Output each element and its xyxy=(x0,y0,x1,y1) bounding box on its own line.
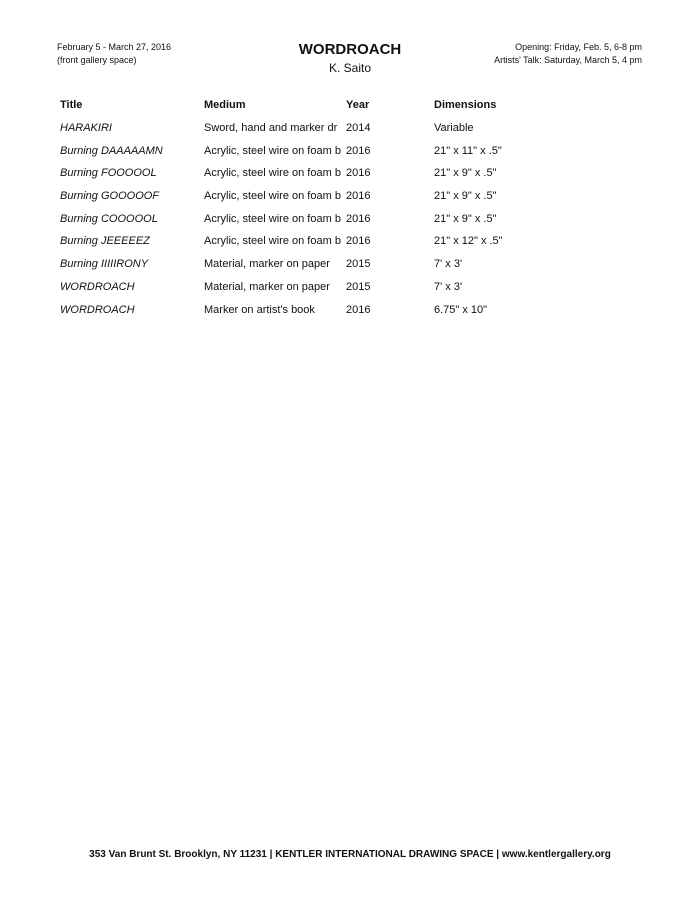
column-header-medium: Medium xyxy=(204,99,246,111)
gallery-location: (front gallery space) xyxy=(57,55,137,65)
table-row xyxy=(60,117,554,145)
work-dimensions: 21" x 11" x .5" xyxy=(434,144,502,157)
work-medium-text: Acrylic, steel wire on foam b xyxy=(204,212,341,225)
work-title: Burning DAAAAAMN xyxy=(60,144,163,157)
work-title: WORDROACH xyxy=(60,280,135,293)
work-year: 2014 xyxy=(346,122,371,134)
table-row xyxy=(60,145,554,168)
exhibition-dates: February 5 - March 27, 2016 xyxy=(57,42,172,52)
work-medium xyxy=(204,235,346,258)
work-dimensions: 21" x 9" x .5" xyxy=(434,190,497,203)
work-dimensions: Variable xyxy=(434,122,474,134)
work-medium-text: Acrylic, steel wire on foam b xyxy=(204,167,341,180)
work-medium xyxy=(204,213,346,236)
work-year: 2015 xyxy=(346,280,371,293)
work-dimensions: 21" x 9" x .5" xyxy=(434,167,497,180)
work-medium xyxy=(204,258,346,281)
column-header-title: Title xyxy=(60,99,83,111)
work-medium xyxy=(204,190,346,213)
header-right xyxy=(494,41,642,67)
table-row xyxy=(60,304,554,327)
works-table xyxy=(60,99,554,326)
work-medium xyxy=(204,117,346,145)
table-header-row xyxy=(60,99,554,117)
work-year: 2016 xyxy=(346,235,371,248)
work-year: 2016 xyxy=(346,303,371,316)
table-row xyxy=(60,167,554,190)
work-title: Burning IIIIIRONY xyxy=(60,258,149,271)
work-year: 2016 xyxy=(346,212,371,225)
work-dimensions: 7' x 3' xyxy=(434,258,463,271)
work-medium-text: Acrylic, steel wire on foam b xyxy=(204,144,341,157)
work-title: WORDROACH xyxy=(60,303,135,316)
work-title: HARAKIRI xyxy=(60,122,112,134)
work-medium-text: Sword, hand and marker dr xyxy=(204,122,338,134)
opening-info: Opening: Friday, Feb. 5, 6-8 pm xyxy=(515,42,642,52)
work-dimensions: 7' x 3' xyxy=(434,280,463,293)
table-row xyxy=(60,281,554,304)
work-medium-text: Acrylic, steel wire on foam b xyxy=(204,190,341,203)
table-row xyxy=(60,235,554,258)
work-medium-text: Material, marker on paper xyxy=(204,258,330,271)
work-year: 2016 xyxy=(346,167,371,180)
work-year: 2016 xyxy=(346,144,371,157)
work-dimensions: 21" x 9" x .5" xyxy=(434,212,497,225)
column-header-dimensions: Dimensions xyxy=(434,99,497,111)
work-dimensions: 21" x 12" x .5" xyxy=(434,235,503,248)
work-medium-text: Marker on artist's book xyxy=(204,303,315,316)
work-medium xyxy=(204,167,346,190)
artist-name: K. Saito xyxy=(328,61,372,75)
table-row xyxy=(60,213,554,236)
work-medium-text: Acrylic, steel wire on foam b xyxy=(204,235,341,248)
work-title: Burning JEEEEEZ xyxy=(60,235,150,248)
work-medium-text: Material, marker on paper xyxy=(204,280,330,293)
work-medium xyxy=(204,304,346,327)
work-title: Burning GOOOOOF xyxy=(60,190,160,203)
exhibition-title: WORDROACH xyxy=(298,41,402,58)
table-row xyxy=(60,190,554,213)
work-title: Burning COOOOOL xyxy=(60,212,158,225)
table-row xyxy=(60,258,554,281)
work-year: 2015 xyxy=(346,258,371,271)
work-medium xyxy=(204,281,346,304)
work-year: 2016 xyxy=(346,190,371,203)
column-header-year: Year xyxy=(346,99,370,111)
footer-address: 353 Van Brunt St. Brooklyn, NY 11231 | KENTLER INTERNATIONAL DRAWING SPACE | www.kentlergallery.org xyxy=(89,849,611,860)
work-dimensions: 6.75" x 10" xyxy=(434,303,488,316)
work-medium xyxy=(204,145,346,168)
artist-talk-info: Artists' Talk: Saturday, March 5, 4 pm xyxy=(494,55,642,65)
work-title: Burning FOOOOOL xyxy=(60,167,157,180)
